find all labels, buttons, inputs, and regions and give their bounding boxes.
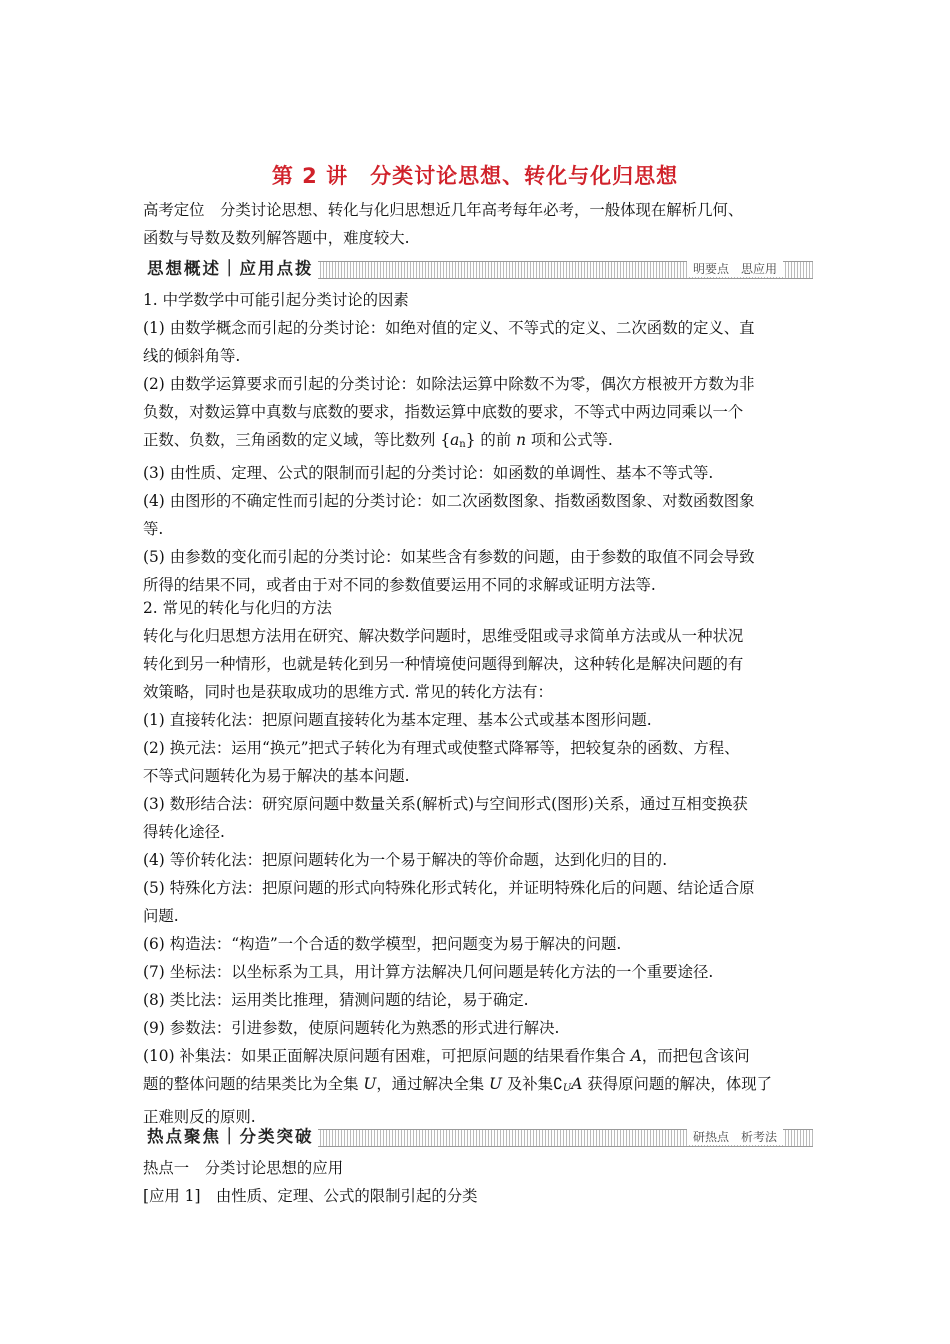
section-1 (143, 286, 813, 599)
application-heading: [应用 1] 由性质、定理、公式的限制引起的分类 (143, 1187, 478, 1205)
list-item-line: (9) 参数法：引进参数，使原问题转化为熟悉的形式进行解决. (143, 1019, 560, 1037)
paragraph-line: 转化到另一种情形，也就是转化到另一种情境使问题得到解决，这种转化是解决问题的有 (143, 655, 744, 673)
banner-label: 思想概述｜应用点拨 (143, 258, 318, 280)
list-item-line: 线的倾斜角等. (143, 347, 241, 365)
text-run: ，而把包含该问 (641, 1047, 750, 1065)
list-item-line (143, 1070, 813, 1103)
section-heading: 1. 中学数学中可能引起分类讨论的因素 (143, 291, 409, 309)
text-run: } 的前 (465, 431, 517, 449)
list-item-line: 等. (143, 520, 164, 538)
list-item-line: (1) 由数学概念而引起的分类讨论：如绝对值的定义、不等式的定义、二次函数的定义、直 (143, 319, 755, 337)
intro-line: 高考定位 分类讨论思想、转化与化归思想近几年高考每年必考，一般体现在解析几何、 (143, 201, 744, 219)
text-run: 正数、负数，三角函数的定义域，等比数列 { (143, 431, 451, 449)
list-item-line: (6) 构造法：“构造”一个合适的数学模型，把问题变为易于解决的问题. (143, 935, 622, 953)
math-subscript: n (459, 439, 466, 450)
intro-line: 函数与导数及数列解答题中，难度较大. (143, 229, 410, 247)
math-subscript: U (562, 1083, 572, 1094)
math-var: A (630, 1047, 642, 1065)
section-2 (143, 594, 813, 1131)
section-banner-overview (143, 258, 813, 280)
math-var: A (571, 1075, 583, 1093)
paragraph-line: 转化与化归思想方法用在研究、解决数学问题时，思维受阻或寻求简单方法或从一种状况 (143, 627, 744, 645)
list-item-line: 负数，对数运算中真数与底数的要求，指数运算中底数的要求，不等式中两边同乘以一个 (143, 403, 744, 421)
banner-tag: 明要点 思应用 (687, 261, 783, 277)
list-item-line: (3) 由性质、定理、公式的限制而引起的分类讨论：如函数的单调性、基本不等式等. (143, 464, 714, 482)
text-run: 及补集∁ (501, 1075, 563, 1093)
list-item-line: 问题. (143, 907, 179, 925)
section-heading: 2. 常见的转化与化归的方法 (143, 599, 332, 617)
list-item-line: 正难则反的原则. (143, 1108, 256, 1126)
list-item-line: (3) 数形结合法：研究原问题中数量关系(解析式)与空间形式(图形)关系，通过互相变换获 (143, 795, 748, 813)
text-run: 项和公式等. (526, 431, 613, 449)
text-run: ，通过解决全集 (376, 1075, 489, 1093)
list-item-line: 得转化途径. (143, 823, 225, 841)
math-var: U (363, 1075, 377, 1093)
list-item-line: (4) 由图形的不确定性而引起的分类讨论：如二次函数图象、指数函数图象、对数函数图象 (143, 492, 755, 510)
hotspot-heading: 热点一 分类讨论思想的应用 (143, 1159, 344, 1177)
list-item-line (143, 1042, 813, 1070)
list-item-line: 所得的结果不同，或者由于对不同的参数值要运用不同的求解或证明方法等. (143, 576, 656, 594)
text-run: (10) 补集法：如果正面解决原问题有困难，可把原问题的结果看作集合 (143, 1047, 631, 1065)
list-item-line: (5) 由参数的变化而引起的分类讨论：如某些含有参数的问题，由于参数的取值不同会导致 (143, 548, 755, 566)
section-banner-hotspots (143, 1126, 813, 1148)
list-item-line: (7) 坐标法：以坐标系为工具，用计算方法解决几何问题是转化方法的一个重要途径. (143, 963, 714, 981)
intro-block (143, 196, 813, 252)
text-run: 题的整体问题的结果类比为全集 (143, 1075, 364, 1093)
list-item-line: (4) 等价转化法：把原问题转化为一个易于解决的等价命题，达到化归的目的. (143, 851, 668, 869)
list-item-line (143, 426, 813, 459)
list-item-line: (1) 直接转化法：把原问题直接转化为基本定理、基本公式或基本图形问题. (143, 711, 652, 729)
math-var: a (450, 431, 460, 449)
list-item-line: (2) 由数学运算要求而引起的分类讨论：如除法运算中除数不为零，偶次方根被开方数为非 (143, 375, 755, 393)
list-item-line: (5) 特殊化方法：把原问题的形式向特殊化形式转化，并证明特殊化后的问题、结论适合原 (143, 879, 755, 897)
banner-tag: 研热点 析考法 (687, 1129, 783, 1145)
list-item-line: (2) 换元法：运用“换元”把式子转化为有理式或使整式降幂等，把较复杂的函数、方程、 (143, 739, 740, 757)
list-item-line: 不等式问题转化为易于解决的基本问题. (143, 767, 410, 785)
math-var: n (516, 431, 527, 449)
text-run: 获得原问题的解决，体现了 (582, 1075, 772, 1093)
page-title: 第 2 讲 分类讨论思想、转化与化归思想 (271, 164, 679, 188)
paragraph-line: 效策略，同时也是获取成功的思维方式. 常见的转化方法有： (143, 683, 553, 701)
math-var: U (489, 1075, 502, 1093)
hotspot-section (143, 1154, 813, 1210)
banner-label: 热点聚焦｜分类突破 (143, 1126, 318, 1148)
list-item-line: (8) 类比法：运用类比推理，猜测问题的结论，易于确定. (143, 991, 529, 1009)
